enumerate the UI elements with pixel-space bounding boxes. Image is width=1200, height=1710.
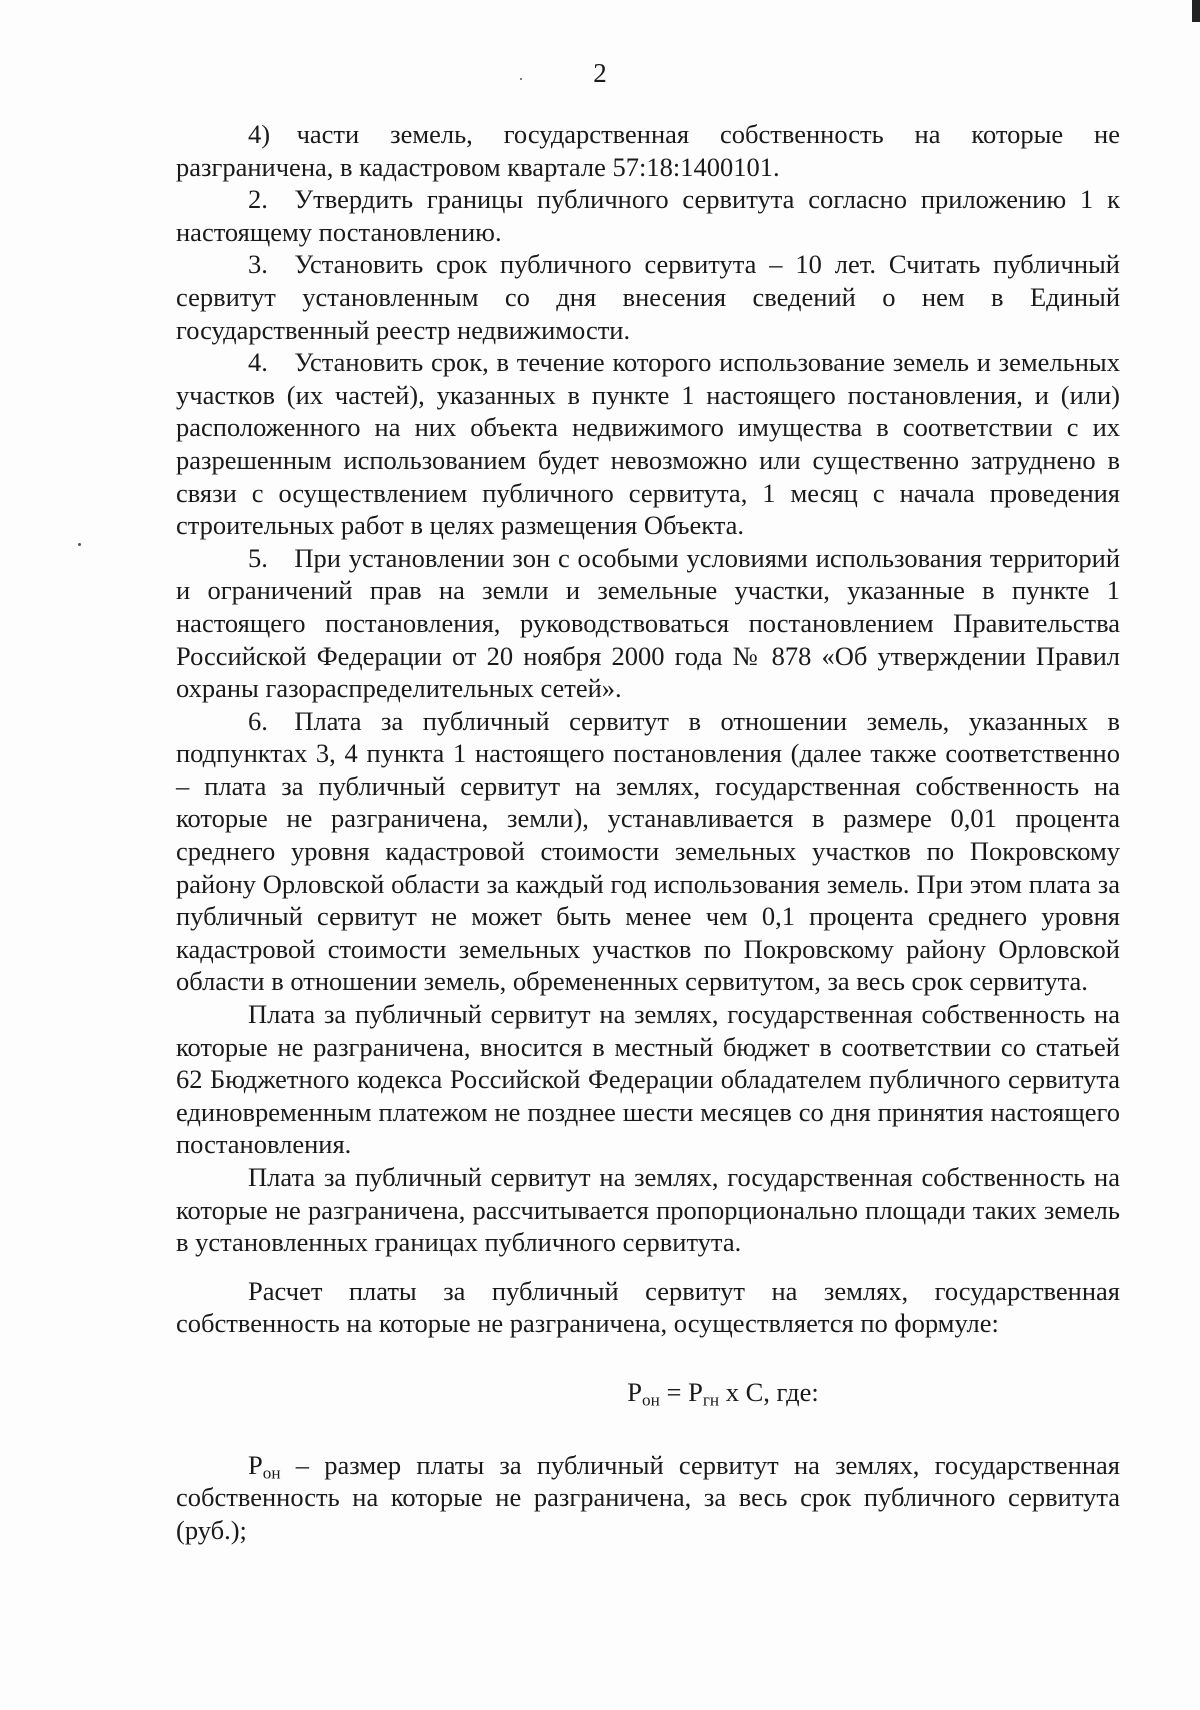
formula-tail: х С, где: [719,1376,819,1407]
paragraph-2: 2. Утвердить границы публичного сервитута согласно приложению 1 к настоящему постановлению. [176,184,1120,247]
paragraph-4: 4. Установить срок, в течение которого использование земель и земельных участков (их частей), указанных в пункте 1 настоящего постановления, и (или) расположенного на них объекта недвижимого имущества в соответствии с их разрешенным использованием будет невозможно или существенно затруднено в связи с осуществлением публичного сервитута, 1 месяц с начала проведения строительных работ в целях размещения Объекта. [176,347,1120,541]
formula-lhs-sub: он [642,1390,660,1410]
definition-pon [176,1449,1120,1547]
paragraph-item-4: 4) части земель, государственная собственность на которые не разграничена, в кадастровом квартале 57:18:1400101. [176,119,1120,182]
paragraph-payment-proportional: Плата за публичный сервитут на землях, государственная собственность на которые не разграничена, рассчитывается пропорционально площади таких земель в установленных границах публичного сервитута. [176,1162,1120,1258]
definition-text: – размер платы за публичный сервитут на землях, государственная собственность на которые не разграничена, за весь срок публичного сервитута (руб.); [176,1449,1120,1545]
paragraph-payment-budget: Плата за публичный сервитут на землях, государственная собственность на которые не разграничена, вносится в местный бюджет в соответствии со статьей 62 Бюджетного кодекса Российской Федерации обладателем публичного сервитута единовременным платежом не позднее шести месяцев со дня принятия настоящего постановления. [176,999,1120,1160]
paragraph-5: 5. При установлении зон с особыми условиями использования территорий и ограничений прав на земли и земельные участки, указанные в пункте 1 настоящего постановления, руководствоваться постановлением Правительства Российской Федерации от 20 ноября 2000 года № 878 «Об утверждении Правил охраны газораспределительных сетей». [176,542,1120,704]
formula-lhs-symbol: Р [627,1376,643,1407]
paragraph-3: 3. Установить срок публичного сервитута – 10 лет. Считать публичный сервитут установленным со дня внесения сведений о нем в Единый государственный реестр недвижимости. [176,249,1120,345]
scan-edge-mark [1192,0,1200,22]
formula-rhs-symbol: Р [688,1376,703,1407]
formula-equals: = [659,1376,689,1407]
paragraph-calculation: Расчет платы за публичный сервитут на землях, государственная собственность на которые не разграничена, осуществляется по формуле: [176,1275,1120,1339]
page-number: 2 [593,58,607,88]
definition-sub: он [262,1462,281,1482]
definition-symbol: Р [248,1449,263,1480]
paragraph-6: 6. Плата за публичный сервитут в отношении земель, указанных в подпунктах 3, 4 пункта 1 настоящего постановления (далее также соответственно – плата за публичный сервитут на землях, государственная собственность на которые не разграничена, земли), устанавливается в размере 0,01 процента среднего уровня кадастровой стоимости земельных участков по Покровскому району Орловской области за каждый год использования земель. При этом плата за публичный сервитут не может быть менее чем 0,1 процента среднего уровня кадастровой стоимости земельных участков по Покровскому району Орловской области в отношении земель, обремененных сервитутом, за весь срок сервитута. [176,705,1120,997]
formula [176,1376,1120,1409]
document-body [176,118,1120,1546]
formula-rhs-sub: гн [702,1390,720,1410]
scan-speck [78,543,81,546]
